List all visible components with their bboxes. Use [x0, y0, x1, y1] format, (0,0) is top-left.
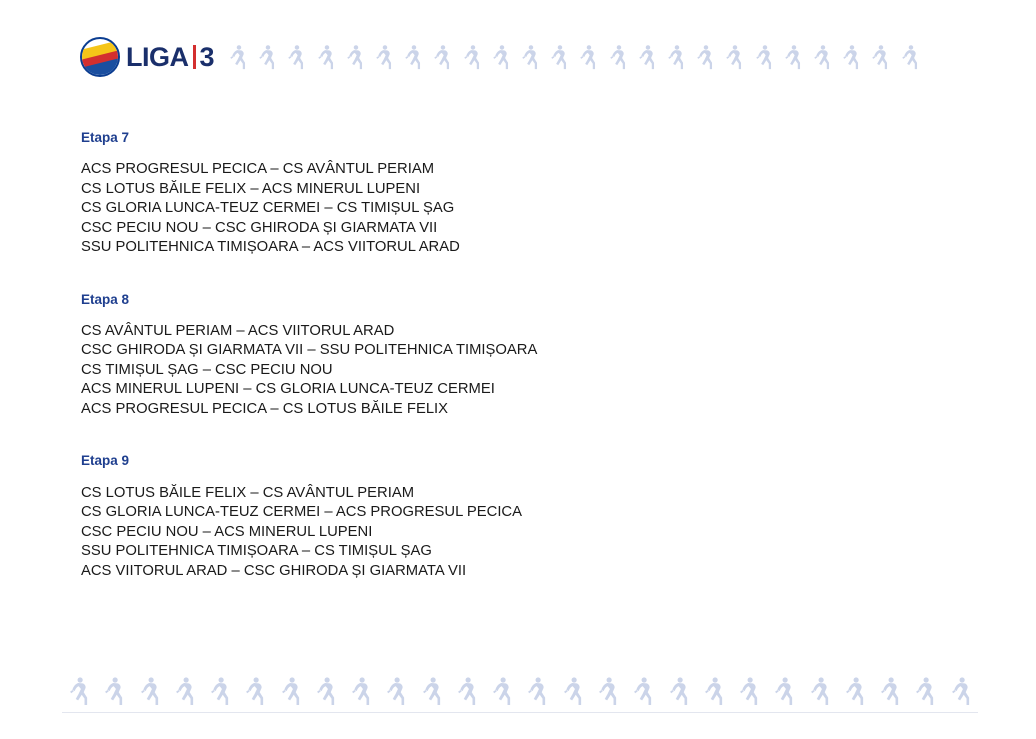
player-silhouette-icon — [238, 676, 272, 706]
match-row: ACS PROGRESUL PECICA – CS AVÂNTUL PERIAM — [81, 161, 435, 178]
logo-number: 3 — [199, 41, 215, 72]
match-row: SSU POLITEHNICA TIMIȘOARA – ACS VIITORUL ARAD — [81, 239, 460, 256]
player-silhouette-icon — [873, 676, 907, 706]
player-silhouette-icon — [62, 676, 96, 706]
fixtures-list — [81, 130, 961, 603]
player-silhouette-icon — [203, 676, 237, 706]
liga-3-logo — [80, 37, 214, 77]
player-silhouette-icon — [450, 676, 484, 706]
player-silhouette-icon — [485, 676, 519, 706]
player-silhouette-icon — [808, 44, 836, 70]
match-row: CS GLORIA LUNCA-TEUZ CERMEI – ACS PROGRESUL PECICA — [81, 504, 522, 521]
player-silhouette-icon — [520, 676, 554, 706]
player-silhouette-icon — [428, 44, 456, 70]
match-row: CSC GHIRODA ȘI GIARMATA VII – SSU POLITEHNICA TIMIȘOARA — [81, 342, 538, 359]
player-silhouette-icon — [133, 676, 167, 706]
player-silhouette-icon — [662, 44, 690, 70]
match-row: ACS PROGRESUL PECICA – CS LOTUS BĂILE FELIX — [81, 400, 449, 417]
logo-wordmark — [126, 41, 215, 72]
player-silhouette-icon — [379, 676, 413, 706]
round-block — [81, 453, 961, 581]
player-silhouette-icon — [224, 44, 252, 70]
player-silhouette-icon — [697, 676, 731, 706]
player-silhouette-icon — [309, 676, 343, 706]
player-silhouette-icon — [767, 676, 801, 706]
match-row: CS TIMIȘUL ȘAG – CSC PECIU NOU — [81, 361, 333, 378]
player-silhouette-icon — [691, 44, 719, 70]
football-player-silhouette-strip-bottom — [62, 676, 978, 706]
player-silhouette-icon — [487, 44, 515, 70]
player-silhouette-icon — [838, 676, 872, 706]
match-row: ACS MINERUL LUPENI – CS GLORIA LUNCA-TEUZ CERMEI — [81, 381, 495, 398]
player-silhouette-icon — [399, 44, 427, 70]
player-silhouette-icon — [97, 676, 131, 706]
player-silhouette-icon — [458, 44, 486, 70]
logo-badge-icon — [80, 37, 120, 77]
match-row: CS LOTUS BĂILE FELIX – CS AVÂNTUL PERIAM — [81, 484, 415, 501]
round-title: Etapa 8 — [81, 291, 130, 307]
football-player-silhouette-strip-top — [224, 44, 924, 70]
match-row: SSU POLITEHNICA TIMIȘOARA – CS TIMIȘUL ȘAG — [81, 543, 432, 560]
player-silhouette-icon — [732, 676, 766, 706]
player-silhouette-icon — [591, 676, 625, 706]
match-row: CS AVÂNTUL PERIAM – ACS VIITORUL ARAD — [81, 322, 395, 339]
match-row: CSC PECIU NOU – ACS MINERUL LUPENI — [81, 523, 373, 540]
logo-text: LIGA — [126, 41, 189, 72]
round-title: Etapa 9 — [81, 453, 130, 469]
player-silhouette-icon — [633, 44, 661, 70]
footer-divider — [62, 712, 978, 713]
match-row: ACS VIITORUL ARAD – CSC GHIRODA ȘI GIARMATA VII — [81, 562, 467, 579]
player-silhouette-icon — [604, 44, 632, 70]
player-silhouette-icon — [837, 44, 865, 70]
player-silhouette-icon — [626, 676, 660, 706]
player-silhouette-icon — [896, 44, 924, 70]
player-silhouette-icon — [944, 676, 978, 706]
player-silhouette-icon — [803, 676, 837, 706]
page-header — [80, 34, 214, 80]
player-silhouette-icon — [516, 44, 544, 70]
player-silhouette-icon — [344, 676, 378, 706]
round-block — [81, 130, 961, 258]
player-silhouette-icon — [282, 44, 310, 70]
player-silhouette-icon — [908, 676, 942, 706]
match-row: CS LOTUS BĂILE FELIX – ACS MINERUL LUPENI — [81, 180, 421, 197]
player-silhouette-icon — [274, 676, 308, 706]
player-silhouette-icon — [370, 44, 398, 70]
player-silhouette-icon — [779, 44, 807, 70]
match-row: CSC PECIU NOU – CSC GHIRODA ȘI GIARMATA VII — [81, 219, 438, 236]
logo-separator-icon — [193, 45, 196, 69]
player-silhouette-icon — [415, 676, 449, 706]
match-row: CS GLORIA LUNCA-TEUZ CERMEI – CS TIMIȘUL ȘAG — [81, 200, 455, 217]
player-silhouette-icon — [662, 676, 696, 706]
round-title: Etapa 7 — [81, 130, 130, 145]
round-block — [81, 292, 961, 420]
player-silhouette-icon — [750, 44, 778, 70]
player-silhouette-icon — [545, 44, 573, 70]
player-silhouette-icon — [253, 44, 281, 70]
player-silhouette-icon — [168, 676, 202, 706]
player-silhouette-icon — [341, 44, 369, 70]
player-silhouette-icon — [556, 676, 590, 706]
player-silhouette-icon — [574, 44, 602, 70]
player-silhouette-icon — [312, 44, 340, 70]
player-silhouette-icon — [720, 44, 748, 70]
player-silhouette-icon — [866, 44, 894, 70]
